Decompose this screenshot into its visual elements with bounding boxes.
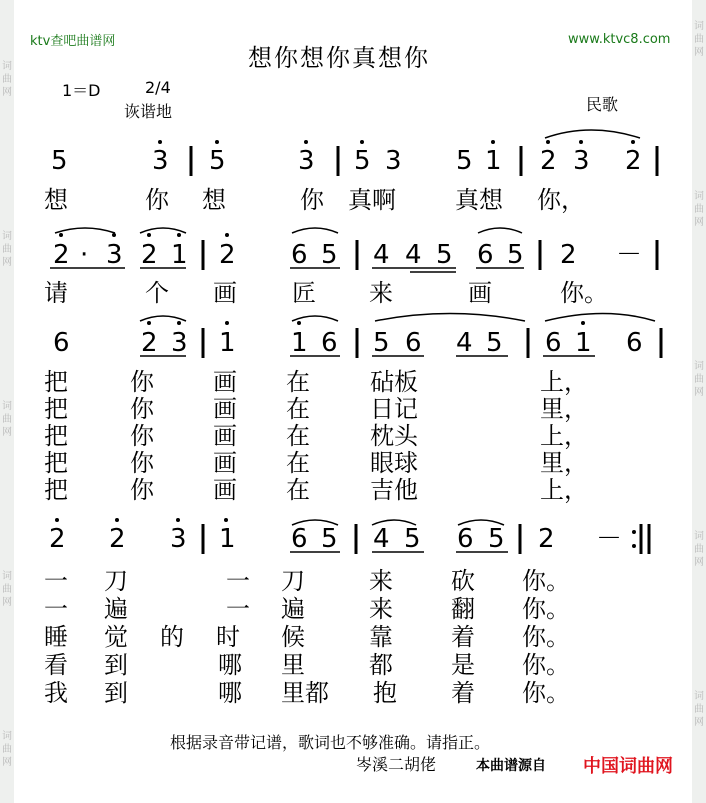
note: 2 xyxy=(141,328,158,358)
lyric: 砧板 xyxy=(370,368,418,396)
note: 1 xyxy=(575,328,592,358)
lyric: 哪 xyxy=(218,679,242,707)
note: 6 xyxy=(405,328,422,358)
note: 3 xyxy=(171,328,188,358)
lyric: 来 xyxy=(369,279,393,307)
lyric: 上， xyxy=(540,422,588,450)
note: 6 xyxy=(321,328,338,358)
note: 1 xyxy=(219,328,236,358)
note: 3 xyxy=(106,240,123,270)
note: 5 xyxy=(488,524,505,554)
note: 3 xyxy=(152,146,169,176)
lyric: 都 xyxy=(369,651,393,679)
note: 3 xyxy=(170,524,187,554)
note: 5 xyxy=(354,146,371,176)
brand-logo: 中国词曲网 xyxy=(583,756,673,777)
lyric: 你 xyxy=(130,449,154,477)
note: － xyxy=(616,240,643,270)
note: 2 xyxy=(141,240,158,270)
side-watermark-text: 词曲网 xyxy=(694,531,704,568)
lyric: 觉 xyxy=(104,623,128,651)
lyric: 匠 xyxy=(292,279,316,307)
lyric: 想 xyxy=(202,186,226,214)
note: 4 xyxy=(373,524,390,554)
lyric: 你 xyxy=(145,186,169,214)
side-watermark-text: 词曲网 xyxy=(2,731,12,768)
lyric: 画 xyxy=(213,422,237,450)
side-watermark-text: 词曲网 xyxy=(694,21,704,58)
lyric: 你 xyxy=(130,422,154,450)
lyric: 在 xyxy=(286,395,310,423)
lyric: 翻 xyxy=(451,595,475,623)
lyric: 的 xyxy=(160,623,184,651)
transcriber-credit: 岑溪二胡佬 xyxy=(356,755,437,774)
lyric: 你。 xyxy=(522,679,570,707)
note: 4 xyxy=(373,240,390,270)
lyric: 真啊 xyxy=(348,186,396,214)
lyric: 你 xyxy=(130,368,154,396)
note: 2 xyxy=(625,146,642,176)
key-signature: 1＝D xyxy=(62,81,101,100)
lyric: 我 xyxy=(44,679,68,707)
note: 2 xyxy=(540,146,557,176)
lyric: 你。 xyxy=(560,279,608,307)
lyric: 画 xyxy=(213,449,237,477)
lyric: 枕头 xyxy=(370,422,418,450)
lyric: 画 xyxy=(213,368,237,396)
lyric: 看 xyxy=(44,651,68,679)
lyric: 里都 xyxy=(281,679,329,707)
side-watermark-text: 词曲网 xyxy=(2,571,12,608)
lyric: 在 xyxy=(286,368,310,396)
lyric: 到 xyxy=(104,679,128,707)
lyric: 着 xyxy=(451,679,475,707)
lyric: 刀 xyxy=(104,567,128,595)
lyric: 你。 xyxy=(522,623,570,651)
lyric: 想 xyxy=(44,186,68,214)
song-title: 想你想你真想你 xyxy=(248,44,430,72)
note: 5 xyxy=(321,240,338,270)
note: 3 xyxy=(573,146,590,176)
note: 2 xyxy=(219,240,236,270)
tempo-marking: 诙谐地 xyxy=(124,102,173,121)
note: 5 xyxy=(209,146,226,176)
side-watermark-text: 词曲网 xyxy=(2,61,12,98)
lyric: 你 xyxy=(130,476,154,504)
note: 5 xyxy=(373,328,390,358)
note: 1 xyxy=(291,328,308,358)
lyric: 在 xyxy=(286,476,310,504)
note: 5 xyxy=(507,240,524,270)
lyric: 画 xyxy=(213,476,237,504)
lyric: 时 xyxy=(216,623,240,651)
genre-label: 民歌 xyxy=(586,95,619,114)
site-watermark-left: ktv查吧曲谱网 xyxy=(30,34,116,49)
lyric: 刀 xyxy=(281,567,305,595)
note: 6 xyxy=(291,524,308,554)
lyric: 你。 xyxy=(522,651,570,679)
note: 1 xyxy=(219,524,236,554)
side-watermark-text: 词曲网 xyxy=(2,231,12,268)
lyric: 到 xyxy=(104,651,128,679)
side-watermark-text: 词曲网 xyxy=(2,401,12,438)
lyric: 吉他 xyxy=(370,476,418,504)
lyric: 把 xyxy=(44,395,68,423)
lyric: 把 xyxy=(44,368,68,396)
lyric: 眼球 xyxy=(370,449,418,477)
note: 5 xyxy=(321,524,338,554)
lyric: 你。 xyxy=(522,595,570,623)
lyric: 一 xyxy=(44,567,68,595)
lyric: 上， xyxy=(540,476,588,504)
lyric: 你。 xyxy=(522,567,570,595)
lyric: 候 xyxy=(281,623,305,651)
note: 5 xyxy=(486,328,503,358)
lyric: 在 xyxy=(286,449,310,477)
lyric: 把 xyxy=(44,422,68,450)
note: 6 xyxy=(457,524,474,554)
lyric: 靠 xyxy=(369,623,393,651)
side-watermark-text: 词曲网 xyxy=(694,361,704,398)
lyric: 里， xyxy=(540,395,588,423)
lyric: 着 xyxy=(451,623,475,651)
note: 2 xyxy=(53,240,70,270)
source-label: 本曲谱源自 xyxy=(476,758,546,774)
lyric: 一 xyxy=(44,595,68,623)
side-watermark-text: 词曲网 xyxy=(694,191,704,228)
note: 6 xyxy=(291,240,308,270)
lyric: 你 xyxy=(130,395,154,423)
note: 4 xyxy=(456,328,473,358)
time-signature: 2/4 xyxy=(145,78,171,97)
lyric: 真想 xyxy=(455,186,503,214)
note: 6 xyxy=(626,328,643,358)
lyric: 一 xyxy=(226,595,250,623)
lyric: 你 xyxy=(300,186,324,214)
lyric: 遍 xyxy=(281,595,305,623)
note: 2 xyxy=(109,524,126,554)
lyric: 个 xyxy=(145,279,169,307)
lyric: 把 xyxy=(44,449,68,477)
note: 1 xyxy=(485,146,502,176)
lyric: 日记 xyxy=(370,395,418,423)
note: 5 xyxy=(436,240,453,270)
lyric: 来 xyxy=(369,567,393,595)
lyric: 画 xyxy=(468,279,492,307)
lyric: 把 xyxy=(44,476,68,504)
note: 5 xyxy=(404,524,421,554)
note: 6 xyxy=(545,328,562,358)
lyric: 画 xyxy=(213,279,237,307)
lyric: 是 xyxy=(451,651,475,679)
note: 3 xyxy=(298,146,315,176)
transcription-note: 根据录音带记谱，歌词也不够准确。请指正。 xyxy=(170,733,491,752)
note: 5 xyxy=(51,146,68,176)
note: 1 xyxy=(171,240,188,270)
lyric: 一 xyxy=(226,567,250,595)
lyric: 你， xyxy=(537,186,585,214)
lyric: 里， xyxy=(540,449,588,477)
note: 6 xyxy=(477,240,494,270)
note: · xyxy=(80,240,89,270)
lyric: 里 xyxy=(281,651,305,679)
lyric: 画 xyxy=(213,395,237,423)
note: － xyxy=(596,524,623,554)
lyric: 哪 xyxy=(218,651,242,679)
lyric: 来 xyxy=(369,595,393,623)
note: 3 xyxy=(385,146,402,176)
lyric: 抱 xyxy=(373,679,397,707)
lyric: 在 xyxy=(286,422,310,450)
note: 2 xyxy=(560,240,577,270)
note: 2 xyxy=(538,524,555,554)
note: 4 xyxy=(405,240,422,270)
lyric: 睡 xyxy=(44,623,68,651)
site-watermark-right: www.ktvc8.com xyxy=(568,32,671,47)
note: 5 xyxy=(456,146,473,176)
note: 6 xyxy=(53,328,70,358)
lyric: 上， xyxy=(540,368,588,396)
lyric: 遍 xyxy=(104,595,128,623)
side-watermark-text: 词曲网 xyxy=(694,691,704,728)
note: 2 xyxy=(49,524,66,554)
lyric: 砍 xyxy=(451,567,475,595)
lyric: 请 xyxy=(44,279,68,307)
